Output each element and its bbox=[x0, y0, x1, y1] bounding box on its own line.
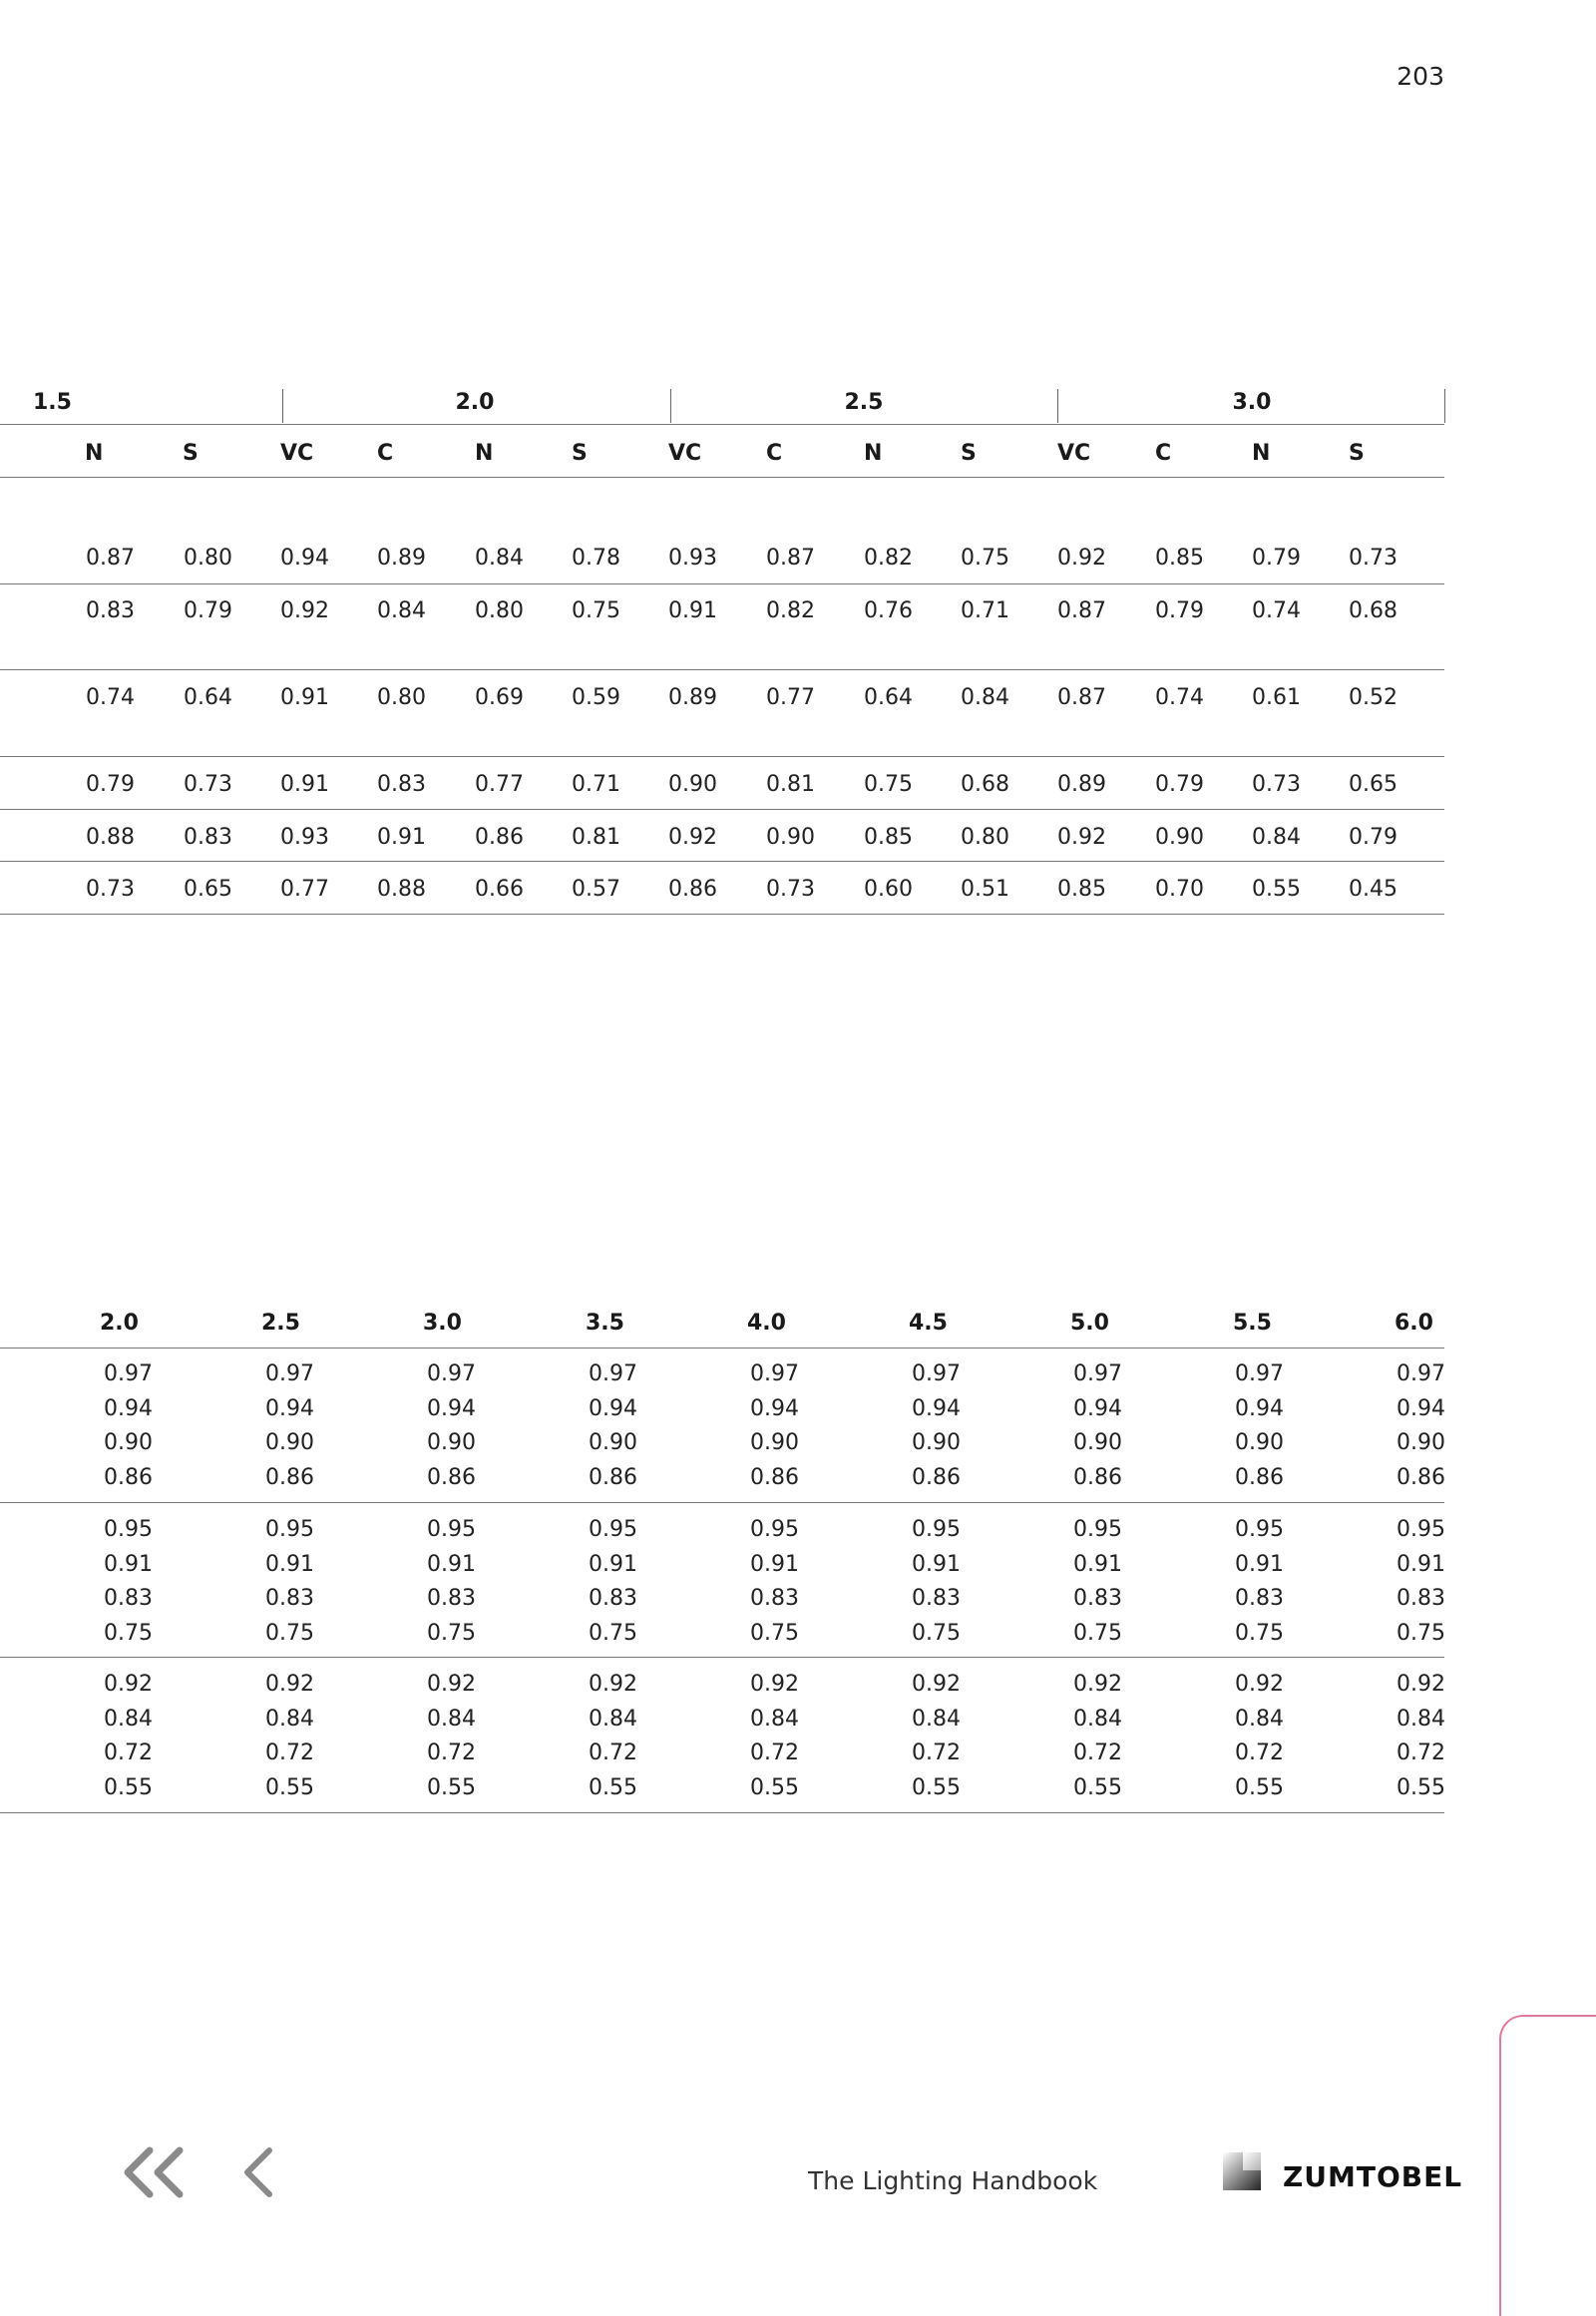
table-cell: 0.90 bbox=[668, 772, 717, 797]
table-cell: 0.83 bbox=[104, 1586, 153, 1611]
table-cell: 0.80 bbox=[961, 825, 1009, 850]
table-cell: 0.82 bbox=[864, 546, 913, 571]
table-cell: 0.92 bbox=[1057, 546, 1106, 571]
table-cell: 0.83 bbox=[1073, 1586, 1122, 1611]
table-cell: 0.79 bbox=[1349, 825, 1397, 850]
column-header: N bbox=[475, 441, 494, 466]
table-cell: 0.84 bbox=[377, 598, 426, 623]
table-cell: 0.86 bbox=[104, 1464, 153, 1490]
column-header: S bbox=[572, 441, 588, 466]
group-header: 2.5 bbox=[844, 390, 884, 415]
table-cell: 0.90 bbox=[589, 1430, 637, 1455]
table-cell: 0.91 bbox=[912, 1551, 961, 1577]
table-cell: 0.90 bbox=[427, 1430, 476, 1455]
table-cell: 0.72 bbox=[265, 1740, 314, 1765]
table-cell: 0.80 bbox=[475, 598, 524, 623]
table-cell: 0.77 bbox=[280, 877, 329, 902]
table-cell: 0.72 bbox=[912, 1740, 961, 1765]
table-cell: 0.93 bbox=[668, 546, 717, 571]
previous-page-button[interactable] bbox=[239, 2142, 279, 2202]
table-cell: 0.90 bbox=[265, 1430, 314, 1455]
column-header: C bbox=[377, 441, 394, 466]
column-header: N bbox=[1252, 441, 1271, 466]
column-header: 4.0 bbox=[747, 1311, 786, 1336]
table-cell: 0.86 bbox=[750, 1464, 799, 1490]
table-cell: 0.95 bbox=[750, 1517, 799, 1542]
table-cell: 0.90 bbox=[1396, 1430, 1445, 1455]
column-header: 3.0 bbox=[423, 1311, 462, 1336]
table-cell: 0.92 bbox=[104, 1672, 153, 1697]
table-cell: 0.92 bbox=[668, 825, 717, 850]
table-cell: 0.72 bbox=[104, 1740, 153, 1765]
table-cell: 0.84 bbox=[961, 685, 1009, 710]
table-cell: 0.85 bbox=[1057, 877, 1106, 902]
table-cell: 0.73 bbox=[86, 877, 135, 902]
table-cell: 0.73 bbox=[184, 772, 232, 797]
table-cell: 0.75 bbox=[589, 1620, 637, 1646]
table-cell: 0.83 bbox=[427, 1586, 476, 1611]
block-rule bbox=[0, 1657, 1444, 1658]
table-cell: 0.91 bbox=[280, 685, 329, 710]
table-cell: 0.65 bbox=[184, 877, 232, 902]
table-cell: 0.79 bbox=[184, 598, 232, 623]
table-cell: 0.95 bbox=[1235, 1517, 1284, 1542]
column-header: N bbox=[85, 441, 104, 466]
table-cell: 0.79 bbox=[86, 772, 135, 797]
table-cell: 0.79 bbox=[1155, 772, 1204, 797]
header-rule bbox=[0, 424, 1444, 425]
table-cell: 0.95 bbox=[1396, 1517, 1445, 1542]
group-separator bbox=[670, 389, 671, 423]
table-cell: 0.87 bbox=[86, 546, 135, 571]
double-chevron-left-icon bbox=[122, 2142, 192, 2202]
table-cell: 0.90 bbox=[1073, 1430, 1122, 1455]
table-cell: 0.83 bbox=[265, 1586, 314, 1611]
block-rule bbox=[0, 1812, 1444, 1813]
table-cell: 0.55 bbox=[427, 1774, 476, 1800]
table-cell: 0.83 bbox=[1235, 1586, 1284, 1611]
chevron-left-icon bbox=[239, 2142, 279, 2202]
table-cell: 0.95 bbox=[589, 1517, 637, 1542]
table-cell: 0.92 bbox=[589, 1672, 637, 1697]
table-cell: 0.94 bbox=[1396, 1395, 1445, 1421]
table-cell: 0.97 bbox=[750, 1361, 799, 1386]
table-cell: 0.84 bbox=[1235, 1706, 1284, 1732]
table-cell: 0.75 bbox=[1073, 1620, 1122, 1646]
table-cell: 0.84 bbox=[912, 1706, 961, 1732]
table-cell: 0.83 bbox=[750, 1586, 799, 1611]
header-rule bbox=[0, 1348, 1444, 1349]
column-header: 3.5 bbox=[586, 1311, 624, 1336]
table-cell: 0.94 bbox=[912, 1395, 961, 1421]
table-cell: 0.86 bbox=[427, 1464, 476, 1490]
table-cell: 0.75 bbox=[572, 598, 620, 623]
table-cell: 0.91 bbox=[750, 1551, 799, 1577]
table-cell: 0.94 bbox=[427, 1395, 476, 1421]
table-cell: 0.55 bbox=[104, 1774, 153, 1800]
table-cell: 0.74 bbox=[86, 685, 135, 710]
table-cell: 0.89 bbox=[668, 685, 717, 710]
table-cell: 0.72 bbox=[1235, 1740, 1284, 1765]
table-cell: 0.92 bbox=[1235, 1672, 1284, 1697]
table-cell: 0.89 bbox=[1057, 772, 1106, 797]
table-cell: 0.68 bbox=[961, 772, 1009, 797]
column-header: 2.5 bbox=[261, 1311, 300, 1336]
table-cell: 0.84 bbox=[750, 1706, 799, 1732]
table-cell: 0.69 bbox=[475, 685, 524, 710]
row-rule bbox=[0, 756, 1444, 757]
column-header: VC bbox=[280, 441, 314, 466]
table-cell: 0.97 bbox=[104, 1361, 153, 1386]
table-cell: 0.77 bbox=[475, 772, 524, 797]
table-cell: 0.92 bbox=[1073, 1672, 1122, 1697]
table-cell: 0.84 bbox=[589, 1706, 637, 1732]
table-cell: 0.68 bbox=[1349, 598, 1397, 623]
table-cell: 0.55 bbox=[265, 1774, 314, 1800]
table-cell: 0.90 bbox=[1155, 825, 1204, 850]
first-page-button[interactable] bbox=[122, 2142, 192, 2202]
table-cell: 0.88 bbox=[86, 825, 135, 850]
table-cell: 0.86 bbox=[912, 1464, 961, 1490]
table-cell: 0.83 bbox=[377, 772, 426, 797]
table-cell: 0.84 bbox=[104, 1706, 153, 1732]
table-cell: 0.90 bbox=[912, 1430, 961, 1455]
row-rule bbox=[0, 669, 1444, 670]
table-cell: 0.94 bbox=[1073, 1395, 1122, 1421]
table-cell: 0.97 bbox=[265, 1361, 314, 1386]
table-cell: 0.94 bbox=[750, 1395, 799, 1421]
table-cell: 0.92 bbox=[280, 598, 329, 623]
block-rule bbox=[0, 1502, 1444, 1503]
table-cell: 0.86 bbox=[668, 877, 717, 902]
table-cell: 0.66 bbox=[475, 877, 524, 902]
table-cell: 0.88 bbox=[377, 877, 426, 902]
table-cell: 0.91 bbox=[265, 1551, 314, 1577]
table-cell: 0.83 bbox=[589, 1586, 637, 1611]
table-cell: 0.81 bbox=[572, 825, 620, 850]
table-cell: 0.86 bbox=[265, 1464, 314, 1490]
table-cell: 0.84 bbox=[475, 546, 524, 571]
table-cell: 0.75 bbox=[1235, 1620, 1284, 1646]
table-cell: 0.72 bbox=[750, 1740, 799, 1765]
column-header: S bbox=[1349, 441, 1365, 466]
table-cell: 0.74 bbox=[1155, 685, 1204, 710]
table-cell: 0.78 bbox=[572, 546, 620, 571]
table-cell: 0.55 bbox=[1235, 1774, 1284, 1800]
table-cell: 0.75 bbox=[104, 1620, 153, 1646]
side-tab[interactable] bbox=[1499, 2015, 1596, 2316]
table-cell: 0.90 bbox=[1235, 1430, 1284, 1455]
table-cell: 0.92 bbox=[265, 1672, 314, 1697]
table-cell: 0.76 bbox=[864, 598, 913, 623]
table-cell: 0.83 bbox=[184, 825, 232, 850]
table-cell: 0.94 bbox=[104, 1395, 153, 1421]
table-cell: 0.83 bbox=[86, 598, 135, 623]
table-cell: 0.84 bbox=[1396, 1706, 1445, 1732]
row-rule bbox=[0, 583, 1444, 584]
table-cell: 0.86 bbox=[589, 1464, 637, 1490]
table-cell: 0.83 bbox=[912, 1586, 961, 1611]
table-cell: 0.77 bbox=[766, 685, 815, 710]
table-cell: 0.91 bbox=[280, 772, 329, 797]
table-cell: 0.93 bbox=[280, 825, 329, 850]
column-header: S bbox=[961, 441, 977, 466]
column-header: C bbox=[1155, 441, 1172, 466]
column-header: 5.5 bbox=[1233, 1311, 1272, 1336]
table-cell: 0.84 bbox=[265, 1706, 314, 1732]
table-cell: 0.95 bbox=[104, 1517, 153, 1542]
group-separator bbox=[282, 389, 283, 423]
table-cell: 0.97 bbox=[912, 1361, 961, 1386]
table-cell: 0.75 bbox=[912, 1620, 961, 1646]
page-number: 203 bbox=[1396, 62, 1444, 91]
table-cell: 0.75 bbox=[864, 772, 913, 797]
table-cell: 0.71 bbox=[572, 772, 620, 797]
table-cell: 0.79 bbox=[1155, 598, 1204, 623]
table-cell: 0.79 bbox=[1252, 546, 1301, 571]
column-header: S bbox=[183, 441, 199, 466]
table-cell: 0.74 bbox=[1252, 598, 1301, 623]
table-cell: 0.97 bbox=[427, 1361, 476, 1386]
table-cell: 0.55 bbox=[750, 1774, 799, 1800]
table-cell: 0.95 bbox=[265, 1517, 314, 1542]
table-cell: 0.59 bbox=[572, 685, 620, 710]
table-cell: 0.97 bbox=[1235, 1361, 1284, 1386]
table-cell: 0.85 bbox=[864, 825, 913, 850]
table-cell: 0.97 bbox=[1396, 1361, 1445, 1386]
column-header: 2.0 bbox=[100, 1311, 139, 1336]
table-cell: 0.95 bbox=[427, 1517, 476, 1542]
group-header: 3.0 bbox=[1232, 390, 1272, 415]
table-cell: 0.92 bbox=[427, 1672, 476, 1697]
table-cell: 0.89 bbox=[377, 546, 426, 571]
table-cell: 0.72 bbox=[427, 1740, 476, 1765]
table-cell: 0.91 bbox=[1073, 1551, 1122, 1577]
table-cell: 0.75 bbox=[750, 1620, 799, 1646]
table-cell: 0.91 bbox=[377, 825, 426, 850]
row-rule bbox=[0, 914, 1444, 915]
table-cell: 0.83 bbox=[1396, 1586, 1445, 1611]
table-cell: 0.81 bbox=[766, 772, 815, 797]
table-cell: 0.84 bbox=[1252, 825, 1301, 850]
table-cell: 0.91 bbox=[104, 1551, 153, 1577]
table-cell: 0.94 bbox=[1235, 1395, 1284, 1421]
table-cell: 0.86 bbox=[1073, 1464, 1122, 1490]
table-cell: 0.73 bbox=[766, 877, 815, 902]
table-cell: 0.51 bbox=[961, 877, 1009, 902]
column-header: VC bbox=[1057, 441, 1091, 466]
column-header: 4.5 bbox=[909, 1311, 948, 1336]
group-separator bbox=[1057, 389, 1058, 423]
table-cell: 0.72 bbox=[1073, 1740, 1122, 1765]
table-cell: 0.87 bbox=[1057, 685, 1106, 710]
table-cell: 0.55 bbox=[589, 1774, 637, 1800]
table-cell: 0.91 bbox=[427, 1551, 476, 1577]
column-header: C bbox=[766, 441, 783, 466]
table-cell: 0.95 bbox=[1073, 1517, 1122, 1542]
brand-logo-mark bbox=[1223, 2152, 1261, 2190]
table-cell: 0.75 bbox=[1396, 1620, 1445, 1646]
table-cell: 0.70 bbox=[1155, 877, 1204, 902]
table-cell: 0.55 bbox=[1396, 1774, 1445, 1800]
column-header: VC bbox=[668, 441, 702, 466]
table-cell: 0.92 bbox=[1057, 825, 1106, 850]
column-header: N bbox=[864, 441, 883, 466]
table-cell: 0.71 bbox=[961, 598, 1009, 623]
row-rule bbox=[0, 861, 1444, 862]
brand-name: ZUMTOBEL bbox=[1283, 2160, 1463, 2193]
footer-title: The Lighting Handbook bbox=[808, 2166, 1098, 2195]
column-header: 6.0 bbox=[1395, 1311, 1433, 1336]
table-cell: 0.94 bbox=[265, 1395, 314, 1421]
table-cell: 0.90 bbox=[750, 1430, 799, 1455]
table-cell: 0.90 bbox=[766, 825, 815, 850]
table-cell: 0.82 bbox=[766, 598, 815, 623]
table-cell: 0.92 bbox=[750, 1672, 799, 1697]
table-cell: 0.84 bbox=[427, 1706, 476, 1732]
table-cell: 0.64 bbox=[184, 685, 232, 710]
table-cell: 0.91 bbox=[589, 1551, 637, 1577]
group-header: 2.0 bbox=[455, 390, 495, 415]
table-cell: 0.57 bbox=[572, 877, 620, 902]
table-cell: 0.91 bbox=[668, 598, 717, 623]
table-cell: 0.73 bbox=[1252, 772, 1301, 797]
table-cell: 0.72 bbox=[589, 1740, 637, 1765]
table-cell: 0.92 bbox=[1396, 1672, 1445, 1697]
table-cell: 0.65 bbox=[1349, 772, 1397, 797]
table-cell: 0.87 bbox=[766, 546, 815, 571]
table-cell: 0.86 bbox=[1235, 1464, 1284, 1490]
table-cell: 0.94 bbox=[280, 546, 329, 571]
column-header-rule bbox=[0, 477, 1444, 478]
table-cell: 0.75 bbox=[265, 1620, 314, 1646]
table-cell: 0.73 bbox=[1349, 546, 1397, 571]
table-cell: 0.55 bbox=[1073, 1774, 1122, 1800]
table-cell: 0.72 bbox=[1396, 1740, 1445, 1765]
table-cell: 0.55 bbox=[1252, 877, 1301, 902]
table-cell: 0.85 bbox=[1155, 546, 1204, 571]
table-cell: 0.86 bbox=[1396, 1464, 1445, 1490]
group-separator bbox=[1444, 389, 1445, 423]
table-cell: 0.80 bbox=[184, 546, 232, 571]
table-cell: 0.55 bbox=[912, 1774, 961, 1800]
table-cell: 0.95 bbox=[912, 1517, 961, 1542]
table-cell: 0.94 bbox=[589, 1395, 637, 1421]
table-cell: 0.91 bbox=[1396, 1551, 1445, 1577]
table-cell: 0.52 bbox=[1349, 685, 1397, 710]
row-rule bbox=[0, 809, 1444, 810]
group-header: 1.5 bbox=[33, 390, 72, 415]
table-cell: 0.90 bbox=[104, 1430, 153, 1455]
table-cell: 0.45 bbox=[1349, 877, 1397, 902]
table-cell: 0.92 bbox=[912, 1672, 961, 1697]
table-cell: 0.84 bbox=[1073, 1706, 1122, 1732]
table-cell: 0.80 bbox=[377, 685, 426, 710]
table-cell: 0.75 bbox=[427, 1620, 476, 1646]
table-cell: 0.86 bbox=[475, 825, 524, 850]
table-cell: 0.91 bbox=[1235, 1551, 1284, 1577]
table-cell: 0.75 bbox=[961, 546, 1009, 571]
table-cell: 0.97 bbox=[589, 1361, 637, 1386]
table-cell: 0.97 bbox=[1073, 1361, 1122, 1386]
table-cell: 0.64 bbox=[864, 685, 913, 710]
table-cell: 0.87 bbox=[1057, 598, 1106, 623]
table-cell: 0.60 bbox=[864, 877, 913, 902]
column-header: 5.0 bbox=[1070, 1311, 1109, 1336]
table-cell: 0.61 bbox=[1252, 685, 1301, 710]
